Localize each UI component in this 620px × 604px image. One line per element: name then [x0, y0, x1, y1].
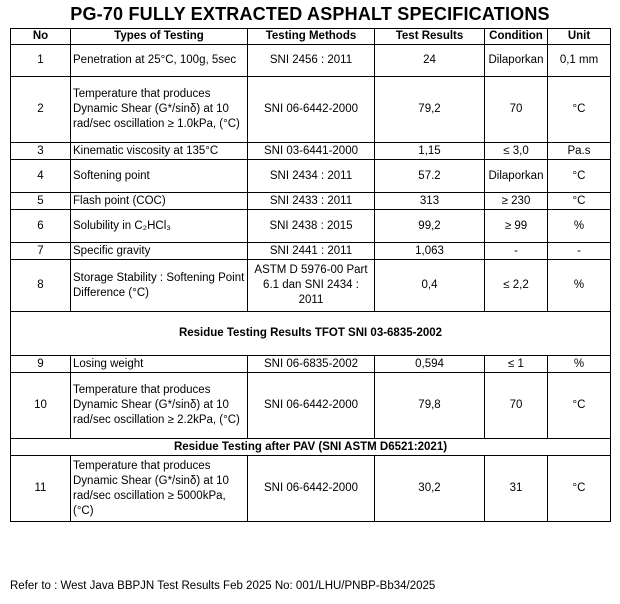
cell-no: 4: [11, 160, 71, 193]
cell-no: 10: [11, 373, 71, 439]
cell-method: SNI 06-6835-2002: [248, 356, 375, 373]
section-title: Residue Testing Results TFOT SNI 03-6835-2002: [11, 312, 611, 356]
cell-no: 2: [11, 77, 71, 143]
cell-condition: ≥ 99: [485, 210, 548, 243]
table-row: [11, 160, 611, 193]
cell-no: 3: [11, 143, 71, 160]
header-method: Testing Methods: [248, 29, 375, 45]
cell-method: SNI 2434 : 2011: [248, 160, 375, 193]
cell-unit: °C: [548, 160, 611, 193]
cell-method: SNI 06-6442-2000: [248, 456, 375, 522]
table-row: [11, 260, 611, 312]
table-row: [11, 210, 611, 243]
cell-condition: 70: [485, 77, 548, 143]
cell-unit: 0,1 mm: [548, 45, 611, 77]
cell-type: Temperature that produces Dynamic Shear (G*/sinδ) at 10 rad/sec oscillation ≥ 1.0kPa, (°C): [71, 77, 248, 143]
cell-condition: -: [485, 243, 548, 260]
cell-result: 99,2: [375, 210, 485, 243]
header-no: No: [11, 29, 71, 45]
cell-result: 79,2: [375, 77, 485, 143]
cell-unit: Pa.s: [548, 143, 611, 160]
section-title: Residue Testing after PAV (SNI ASTM D6521:2021): [11, 439, 611, 456]
table-row: [11, 143, 611, 160]
cell-unit: °C: [548, 373, 611, 439]
cell-type: Temperature that produces Dynamic Shear (G*/sinδ) at 10 rad/sec oscillation ≥ 2.2kPa, (°C): [71, 373, 248, 439]
cell-type: Penetration at 25°C, 100g, 5sec: [71, 45, 248, 77]
table-header-row: [11, 29, 611, 45]
cell-type: Flash point (COC): [71, 193, 248, 210]
cell-no: 11: [11, 456, 71, 522]
cell-method: ASTM D 5976-00 Part 6.1 dan SNI 2434 : 2011: [248, 260, 375, 312]
cell-method: SNI 03-6441-2000: [248, 143, 375, 160]
cell-unit: °C: [548, 77, 611, 143]
cell-condition: ≤ 1: [485, 356, 548, 373]
cell-result: 24: [375, 45, 485, 77]
table-row: [11, 243, 611, 260]
cell-result: 1,15: [375, 143, 485, 160]
cell-no: 9: [11, 356, 71, 373]
cell-no: 5: [11, 193, 71, 210]
cell-result: 1,063: [375, 243, 485, 260]
cell-result: 0,594: [375, 356, 485, 373]
cell-type: Solubility in C₂HCl₃: [71, 210, 248, 243]
cell-type: Softening point: [71, 160, 248, 193]
spec-table: [10, 28, 611, 522]
table-row: [11, 45, 611, 77]
cell-type: Specific gravity: [71, 243, 248, 260]
cell-no: 8: [11, 260, 71, 312]
cell-condition: ≤ 3,0: [485, 143, 548, 160]
cell-method: SNI 2441 : 2011: [248, 243, 375, 260]
table-row: [11, 456, 611, 522]
section-row-tfot: [11, 312, 611, 356]
cell-unit: %: [548, 356, 611, 373]
cell-type: Kinematic viscosity at 135°C: [71, 143, 248, 160]
table-row: [11, 373, 611, 439]
cell-type: Temperature that produces Dynamic Shear (G*/sinδ) at 10 rad/sec oscillation ≥ 5000kPa, (°C): [71, 456, 248, 522]
section-row-pav: [11, 439, 611, 456]
cell-no: 6: [11, 210, 71, 243]
cell-unit: °C: [548, 456, 611, 522]
cell-type: Storage Stability : Softening Point Difference (°C): [71, 260, 248, 312]
reference-note: Refer to : West Java BBPJN Test Results Feb 2025 No: 001/LHU/PNBP-Bb34/2025: [10, 580, 436, 592]
cell-result: 0,4: [375, 260, 485, 312]
cell-result: 30,2: [375, 456, 485, 522]
cell-condition: ≥ 230: [485, 193, 548, 210]
header-condition: Condition: [485, 29, 548, 45]
cell-method: SNI 06-6442-2000: [248, 373, 375, 439]
header-unit: Unit: [548, 29, 611, 45]
cell-method: SNI 06-6442-2000: [248, 77, 375, 143]
table-row: [11, 356, 611, 373]
cell-unit: °C: [548, 193, 611, 210]
table-row: [11, 193, 611, 210]
cell-result: 79,8: [375, 373, 485, 439]
cell-unit: -: [548, 243, 611, 260]
cell-type: Losing weight: [71, 356, 248, 373]
page-title: PG-70 FULLY EXTRACTED ASPHALT SPECIFICATIONS: [70, 4, 550, 24]
cell-condition: Dilaporkan: [485, 160, 548, 193]
cell-method: SNI 2456 : 2011: [248, 45, 375, 77]
cell-unit: %: [548, 260, 611, 312]
cell-condition: 31: [485, 456, 548, 522]
cell-method: SNI 2433 : 2011: [248, 193, 375, 210]
header-type: Types of Testing: [71, 29, 248, 45]
cell-condition: Dilaporkan: [485, 45, 548, 77]
cell-condition: ≤ 2,2: [485, 260, 548, 312]
header-result: Test Results: [375, 29, 485, 45]
cell-method: SNI 2438 : 2015: [248, 210, 375, 243]
table-row: [11, 77, 611, 143]
cell-no: 1: [11, 45, 71, 77]
cell-condition: 70: [485, 373, 548, 439]
cell-result: 313: [375, 193, 485, 210]
cell-no: 7: [11, 243, 71, 260]
cell-result: 57.2: [375, 160, 485, 193]
cell-unit: %: [548, 210, 611, 243]
